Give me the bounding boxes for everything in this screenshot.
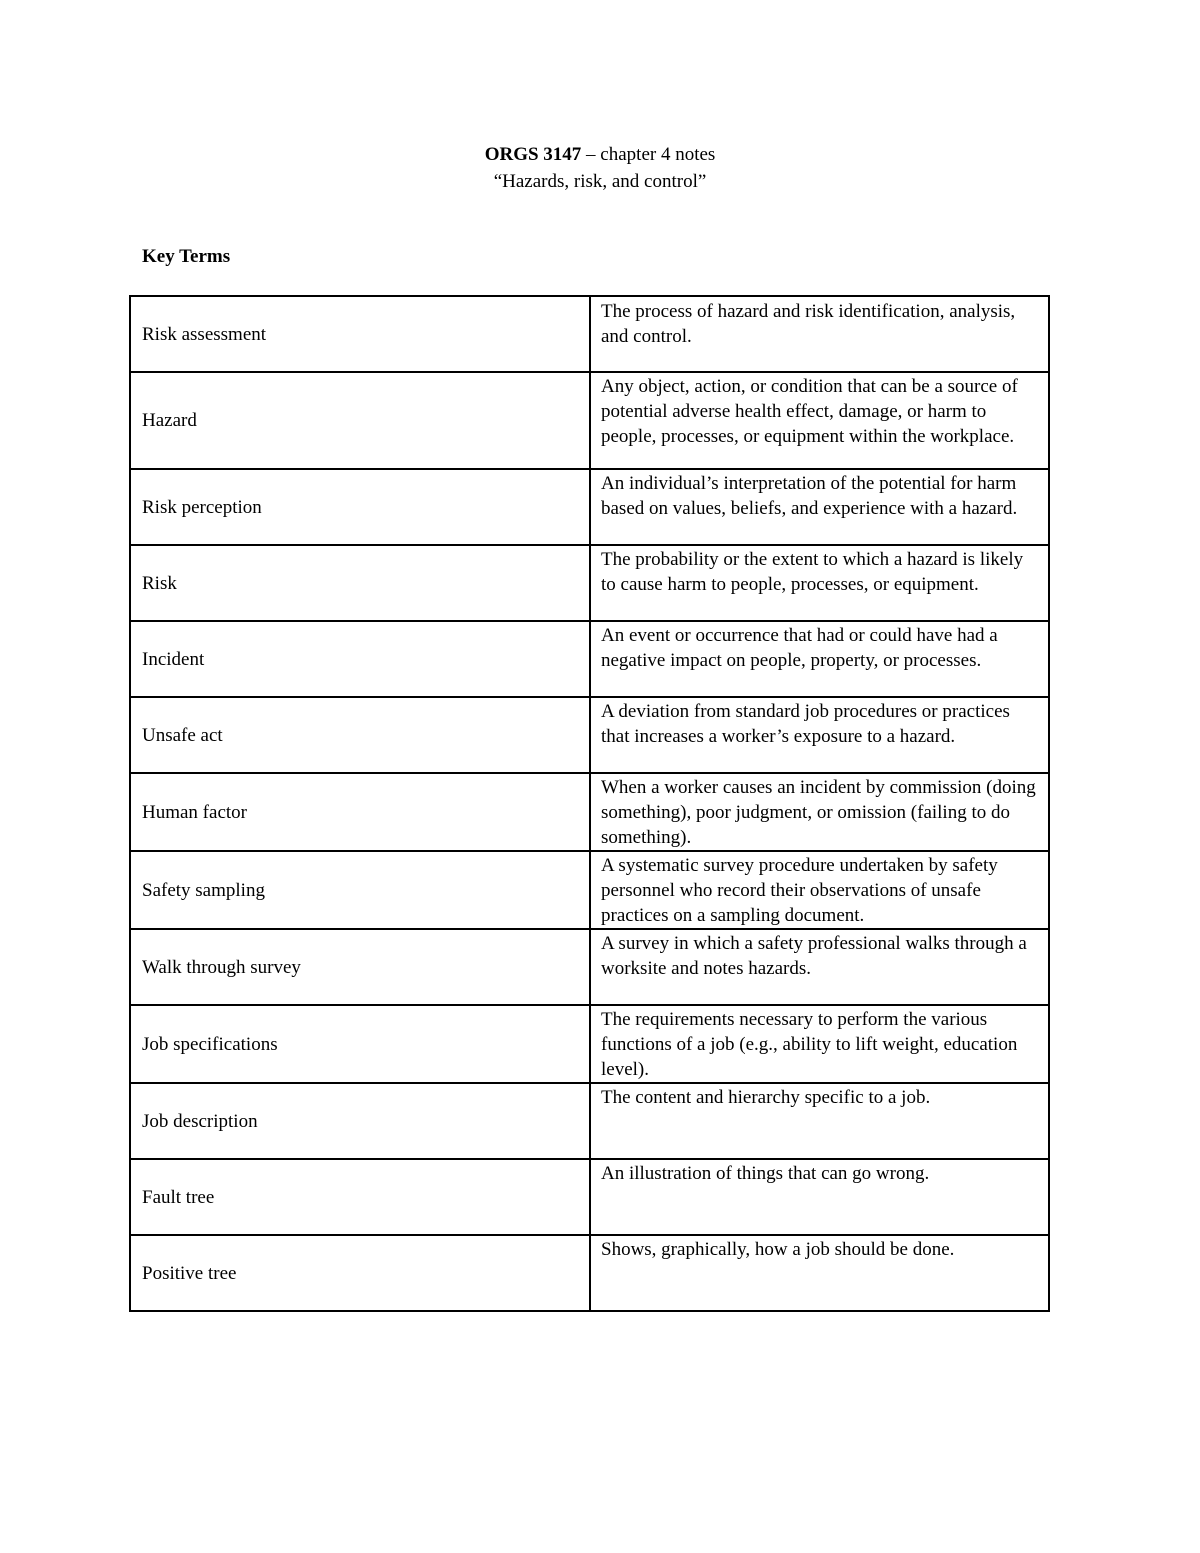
table-row (130, 469, 1049, 545)
table-row (130, 697, 1049, 773)
term-cell: Risk assessment (130, 296, 590, 372)
definition-cell: An illustration of things that can go wrong. (590, 1159, 1049, 1235)
definition-cell: The requirements necessary to perform the various functions of a job (e.g., ability to lift weight, education level). (590, 1005, 1049, 1083)
table-row (130, 1159, 1049, 1235)
table-row (130, 545, 1049, 621)
table-row (130, 1083, 1049, 1159)
course-code: ORGS 3147 (484, 144, 582, 165)
definition-cell: The process of hazard and risk identification, analysis, and control. (590, 296, 1049, 372)
table-row (130, 296, 1049, 372)
table-row (130, 621, 1049, 697)
definition-cell: An individual’s interpretation of the potential for harm based on values, beliefs, and experience with a hazard. (590, 469, 1049, 545)
term-cell: Job specifications (130, 1005, 590, 1083)
definition-cell: A survey in which a safety professional walks through a worksite and notes hazards. (590, 929, 1049, 1005)
title-text: – chapter 4 notes (581, 144, 716, 165)
term-cell: Walk through survey (130, 929, 590, 1005)
term-cell: Incident (130, 621, 590, 697)
definition-cell: Shows, graphically, how a job should be done. (590, 1235, 1049, 1311)
definition-cell: A systematic survey procedure undertaken by safety personnel who record their observations of unsafe practices on a sampling document. (590, 851, 1049, 929)
definition-cell: The content and hierarchy specific to a job. (590, 1083, 1049, 1159)
term-cell: Hazard (130, 372, 590, 469)
table-row (130, 773, 1049, 851)
term-cell: Safety sampling (130, 851, 590, 929)
term-cell: Job description (130, 1083, 590, 1159)
table-row (130, 929, 1049, 1005)
table-row (130, 372, 1049, 469)
key-terms-table (129, 295, 1050, 1312)
term-cell: Human factor (130, 773, 590, 851)
table-row (130, 851, 1049, 929)
definition-cell: A deviation from standard job procedures or practices that increases a worker’s exposure to a hazard. (590, 697, 1049, 773)
term-cell: Risk perception (130, 469, 590, 545)
section-heading: Key Terms (142, 246, 231, 267)
term-cell: Fault tree (130, 1159, 590, 1235)
table-row (130, 1235, 1049, 1311)
term-cell: Positive tree (130, 1235, 590, 1311)
document-subtitle: “Hazards, risk, and control” (493, 171, 707, 192)
definition-cell: Any object, action, or condition that can be a source of potential adverse health effect, damage, or harm to people, processes, or equipment within the workplace. (590, 372, 1049, 469)
document-title (0, 141, 1200, 168)
term-cell: Risk (130, 545, 590, 621)
document-header (0, 141, 1200, 195)
definition-cell: The probability or the extent to which a hazard is likely to cause harm to people, processes, or equipment. (590, 545, 1049, 621)
table-row (130, 1005, 1049, 1083)
definition-cell: When a worker causes an incident by commission (doing something), poor judgment, or omission (failing to do something). (590, 773, 1049, 851)
term-cell: Unsafe act (130, 697, 590, 773)
definition-cell: An event or occurrence that had or could have had a negative impact on people, property, or processes. (590, 621, 1049, 697)
